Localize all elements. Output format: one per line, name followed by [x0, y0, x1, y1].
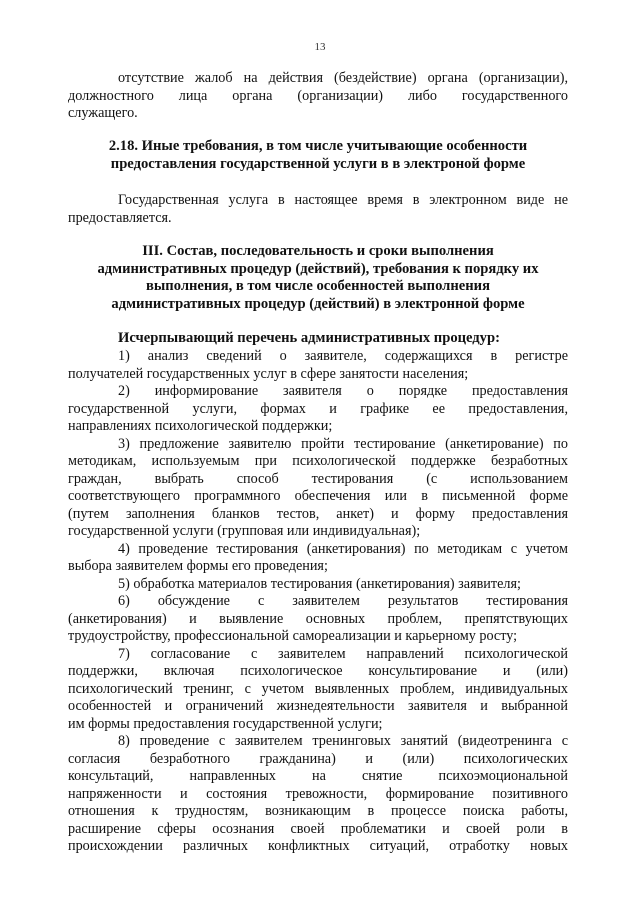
section-3-heading — [68, 243, 568, 313]
text-line: особенностей и ограничений жизнедеятельности заявителя и выбранной — [68, 698, 568, 714]
text-line: методикам, используемым при психологической поддержке безработных — [68, 453, 568, 469]
procedures-list — [68, 348, 568, 856]
list-item — [68, 646, 568, 734]
page-number: 13 — [314, 41, 326, 53]
intro-paragraph — [68, 70, 568, 123]
list-item — [68, 436, 568, 541]
heading-line: III. Состав, последовательность и сроки выполнения — [142, 243, 494, 259]
text-line: расширение сферы осознания своей проблематики и своей роли в — [68, 820, 568, 837]
text-line: Государственная услуга в настоящее время в электронном виде не — [118, 192, 568, 208]
heading-line: административных процедур (действий) в электронной форме — [111, 295, 525, 312]
text-line: 7) согласование с заявителем направлений психологической — [118, 645, 568, 662]
text-line: им формы предоставления государственной услуги; — [68, 715, 383, 732]
text-line: трудоустройству, профессиональной самореализации и карьерному росту; — [68, 628, 518, 644]
text-line: отношения к трудностям, возникающим в процессе поиска работы, — [68, 803, 568, 819]
list-item — [68, 733, 568, 856]
text-line: психологический тренинг, с учетом выявленных проблем, индивидуальных — [68, 680, 568, 697]
text-line: отсутствие жалоб на действия (бездействие) органа (организации), — [118, 70, 568, 86]
text-line: граждан, выбрать способ тестирования (с использованием — [68, 470, 568, 487]
text-line: напряженности и состояния тревожности, формирование позитивного — [68, 785, 568, 802]
section-2-18-heading — [68, 138, 568, 173]
text-line: 6) обсуждение с заявителем результатов тестирования — [118, 593, 568, 609]
list-item — [68, 348, 568, 383]
list-item — [68, 383, 568, 436]
text-line: (анкетирования) и выявление основных проблем, препятствующих — [68, 610, 568, 627]
list-item — [68, 541, 568, 576]
text-line: поддержки, включая психологическое консультирование и (или) — [68, 663, 568, 679]
subtitle-line: Исчерпывающий перечень административных процедур: — [118, 330, 500, 346]
text-line: должностного лица органа (организации) либо государственного — [68, 87, 568, 104]
text-line: 4) проведение тестирования (анкетирования) по методикам с учетом — [118, 540, 568, 557]
text-line: 3) предложение заявителю пройти тестирование (анкетирование) по — [118, 435, 568, 452]
section-2-18-body — [68, 192, 568, 227]
text-line: происхождении различных конфликтных ситуаций, отработку новых — [68, 838, 568, 854]
heading-line: административных процедур (действий), требования к порядку их — [97, 260, 539, 277]
text-line: направлениях психологической поддержки; — [68, 418, 333, 434]
text-line: 5) обработка материалов тестирования (анкетирования) заявителя; — [118, 575, 521, 592]
text-line: соответствующего программного обеспечения или в письменной форме — [68, 488, 568, 504]
text-line: консультаций, направленных на снятие психоэмоциональной — [68, 768, 568, 784]
text-line: 8) проведение с заявителем тренинговых занятий (видеотренинга с — [118, 733, 568, 749]
heading-line: выполнения, в том числе особенностей выполнения — [146, 278, 490, 294]
text-line: выбора заявителем формы его проведения; — [68, 558, 328, 574]
heading-line: предоставления государственной услуги в в электроной форме — [110, 155, 526, 172]
list-item — [68, 593, 568, 646]
list-item — [68, 576, 568, 594]
procedures-list-title — [68, 330, 568, 348]
text-line: государственной услуги, формах и графике ее предоставления, — [68, 400, 568, 417]
text-line: предоставляется. — [68, 209, 172, 226]
text-line: 1) анализ сведений о заявителе, содержащихся в регистре — [118, 348, 568, 364]
text-line: 2) информирование заявителя о порядке предоставления — [118, 383, 568, 399]
text-line: государственной услуги (групповая или индивидуальная); — [68, 523, 421, 539]
text-line: согласия безработного гражданина) и (или) психологических — [68, 750, 568, 767]
text-line: (путем заполнения бланков тестов, анкет) и форму предоставления — [68, 505, 568, 522]
heading-line: 2.18. Иные требования, в том числе учитывающие особенности — [108, 138, 528, 154]
text-line: служащего. — [68, 105, 138, 121]
text-line: получателей государственных услуг в сфере занятости населения; — [68, 365, 469, 382]
